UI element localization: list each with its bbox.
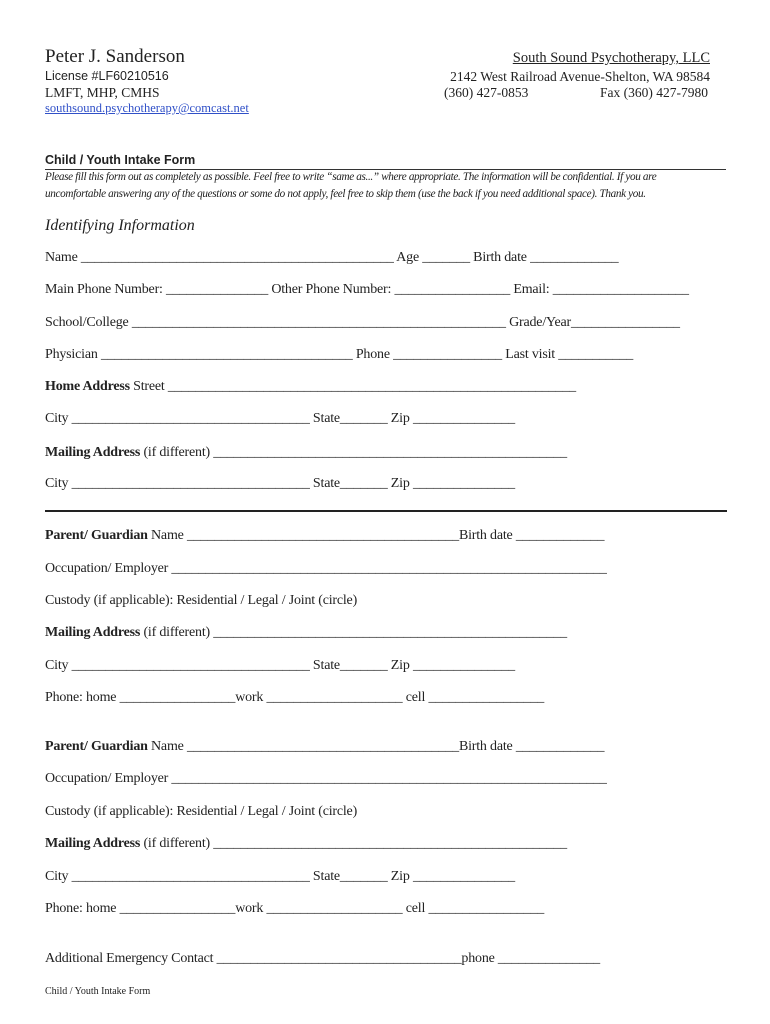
mailing-address-label: Mailing Address [45,445,141,460]
page-footer: Child / Youth Intake Form [45,986,151,997]
guardian1-label: Parent/ Guardian [45,528,148,543]
guardian1-name-field[interactable] [45,528,604,544]
practice-name: South Sound Psychotherapy, LLC [512,50,710,66]
home-address-label: Home Address [45,379,130,394]
guardian2-mailing-input[interactable]: (if different) ____________________________________________________ [140,836,567,851]
section-divider [45,510,727,512]
guardian2-city-field[interactable]: City ___________________________________ State_______ Zip _______________ [45,869,515,884]
guardian1-mailing-input[interactable]: (if different) ____________________________________________________ [140,625,567,640]
guardian1-name-input[interactable]: Name ________________________________________Birth date _____________ [147,528,605,543]
guardian2-phone-field[interactable]: Phone: home _________________work ____________________ cell _________________ [45,901,545,916]
email-link[interactable]: southsound.psychotherapy@comcast.net [45,101,249,115]
mailing-street-field[interactable]: (if different) ____________________________________________________ [140,445,567,460]
practice-fax: Fax (360) 427-7980 [600,85,708,100]
guardian2-occupation-field[interactable]: Occupation/ Employer ________________________________________________________________ [45,771,607,786]
child-name-field[interactable]: Name ______________________________________________ Age _______ Birth date _____________ [45,250,619,265]
home-address-field[interactable] [45,379,576,395]
guardian2-mailing-field[interactable] [45,836,567,852]
guardian1-occupation-field[interactable]: Occupation/ Employer ________________________________________________________________ [45,561,607,576]
guardian2-custody-field[interactable]: Custody (if applicable): Residential / Legal / Joint (circle) [45,804,358,819]
guardian1-custody-field[interactable]: Custody (if applicable): Residential / Legal / Joint (circle) [45,593,358,608]
emergency-contact-field[interactable]: Additional Emergency Contact ____________________________________phone _______________ [45,951,600,966]
credentials: LMFT, MHP, CMHS [45,85,160,100]
guardian1-phone-field[interactable]: Phone: home _________________work ____________________ cell _________________ [45,690,545,705]
physician-field[interactable]: Physician _____________________________________ Phone ________________ Last visit ___________ [45,347,634,362]
guardian1-mailing-field[interactable] [45,625,567,641]
license-number: License #LF60210516 [45,69,169,83]
guardian2-name-input[interactable]: Name ________________________________________Birth date _____________ [147,739,605,754]
child-mailing-field[interactable] [45,445,567,461]
home-city-field[interactable]: City ___________________________________ State_______ Zip _______________ [45,411,515,426]
guardian2-mailing-label: Mailing Address [45,836,141,851]
practice-address: 2142 West Railroad Avenue-Shelton, WA 98584 [450,69,710,84]
title-divider [45,169,726,170]
guardian1-mailing-label: Mailing Address [45,625,141,640]
section-title: Identifying Information [45,217,195,234]
intro-line-2: uncomfortable answering any of the questions or some do not apply, feel free to skip them (use the back if you need additional space). Thank you. [45,188,646,200]
intro-line-1: Please fill this form out as completely as possible. Feel free to write “same as...” where appropriate. The information will be confidential. If you are [45,171,657,183]
phone-email-field[interactable]: Main Phone Number: _______________ Other Phone Number: _________________ Email: ____________________ [45,282,689,297]
form-title: Child / Youth Intake Form [45,153,196,167]
guardian2-label: Parent/ Guardian [45,739,148,754]
school-field[interactable]: School/College _______________________________________________________ Grade/Year________________ [45,315,680,330]
therapist-name: Peter J. Sanderson [45,46,185,67]
street-field[interactable]: Street ____________________________________________________________ [129,379,576,394]
guardian2-name-field[interactable] [45,739,604,755]
practice-phone: (360) 427-0853 [444,85,529,100]
guardian1-city-field[interactable]: City ___________________________________ State_______ Zip _______________ [45,658,515,673]
mailing-city-field[interactable]: City ___________________________________ State_______ Zip _______________ [45,476,515,491]
